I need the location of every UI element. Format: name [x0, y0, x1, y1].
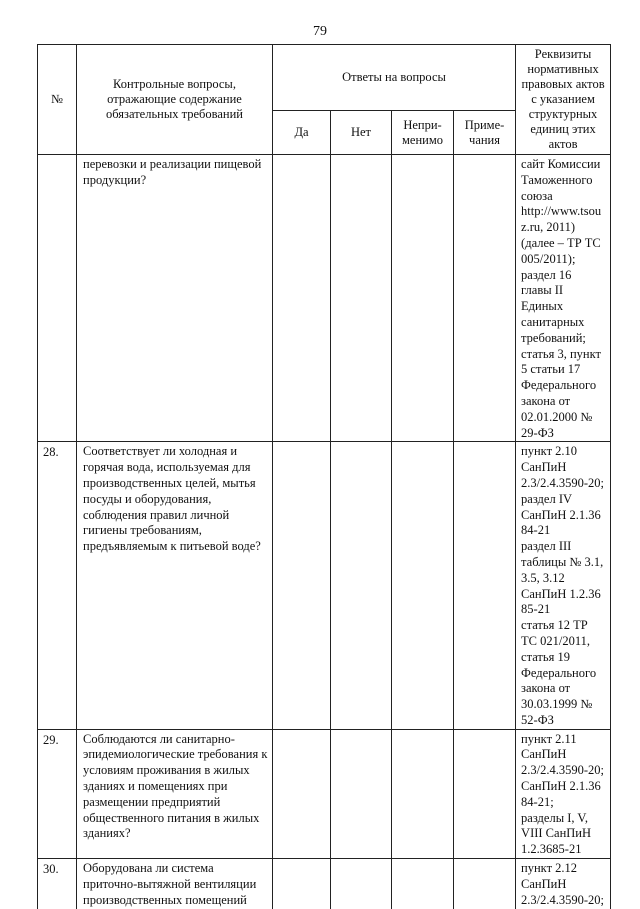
answer-notes-cell[interactable]	[454, 859, 516, 909]
row-question: Соответствует ли холодная и горячая вода, используемая для производственных целей, мытья посуды и оборудования, соблюдения правил личной гигиены требованиям, предъявляемым к питьевой воде?	[77, 442, 273, 729]
row-number: 28.	[38, 442, 77, 729]
answer-notes-cell[interactable]	[454, 729, 516, 858]
answer-notes-cell[interactable]	[454, 155, 516, 442]
row-requisites: сайт Комиссии Таможенного союза http://www.tsou z.ru, 2011) (далее – ТР ТС 005/2011); раздел 16 главы II Единых санитарных требований; статья 3, пункт 5 статьи 17 Федерального закона от 02.01.2000 № 29-ФЗ	[516, 155, 611, 442]
requirements-table	[37, 44, 611, 909]
table-row	[38, 729, 611, 858]
answer-not-applicable-cell[interactable]	[392, 155, 454, 442]
header-questions: Контрольные вопросы, отражающие содержание обязательных требований	[77, 45, 273, 155]
answer-no-cell[interactable]	[331, 442, 392, 729]
row-question: Соблюдаются ли санитарно-эпидемиологические требования к условиям проживания в жилых зданиях и помещениях при размещении предприятий общественного питания в жилых зданиях?	[77, 729, 273, 858]
answer-yes-cell[interactable]	[273, 859, 331, 909]
answer-no-cell[interactable]	[331, 729, 392, 858]
header-number: №	[38, 45, 77, 155]
header-no: Нет	[331, 111, 392, 155]
answer-not-applicable-cell[interactable]	[392, 859, 454, 909]
header-answers: Ответы на вопросы	[273, 45, 516, 111]
header-not-applicable: Непри-менимо	[392, 111, 454, 155]
row-number: 30.	[38, 859, 77, 909]
row-question: перевозки и реализации пищевой продукции?	[77, 155, 273, 442]
row-question: Оборудована ли система приточно-вытяжной вентиляции производственных помещений	[77, 859, 273, 909]
table-row	[38, 859, 611, 909]
table-row	[38, 155, 611, 442]
answer-not-applicable-cell[interactable]	[392, 729, 454, 858]
row-number	[38, 155, 77, 442]
answer-notes-cell[interactable]	[454, 442, 516, 729]
row-requisites: пункт 2.11 СанПиН 2.3/2.4.3590-20; СанПиН 2.1.36 84-21; разделы I, V, VIII СанПиН 1.2.3685-21	[516, 729, 611, 858]
table-row	[38, 442, 611, 729]
header-notes: Приме-чания	[454, 111, 516, 155]
answer-yes-cell[interactable]	[273, 155, 331, 442]
answer-yes-cell[interactable]	[273, 442, 331, 729]
answer-no-cell[interactable]	[331, 859, 392, 909]
answer-no-cell[interactable]	[331, 155, 392, 442]
row-requisites: пункт 2.10 СанПиН 2.3/2.4.3590-20; раздел IV СанПиН 2.1.36 84-21 раздел III таблицы № 3.1, 3.5, 3.12 СанПиН 1.2.36 85-21 статья 12 ТР ТС 021/2011, статья 19 Федерального закона от 30.03.1999 № 52-ФЗ	[516, 442, 611, 729]
row-requisites: пункт 2.12 СанПиН 2.3/2.4.3590-20;	[516, 859, 611, 909]
header-yes: Да	[273, 111, 331, 155]
row-number: 29.	[38, 729, 77, 858]
table-header-row	[38, 45, 611, 111]
answer-not-applicable-cell[interactable]	[392, 442, 454, 729]
header-requisites: Реквизиты нормативных правовых актов с указанием структурных единиц этих актов	[516, 45, 611, 155]
page-number: 79	[313, 24, 327, 39]
answer-yes-cell[interactable]	[273, 729, 331, 858]
